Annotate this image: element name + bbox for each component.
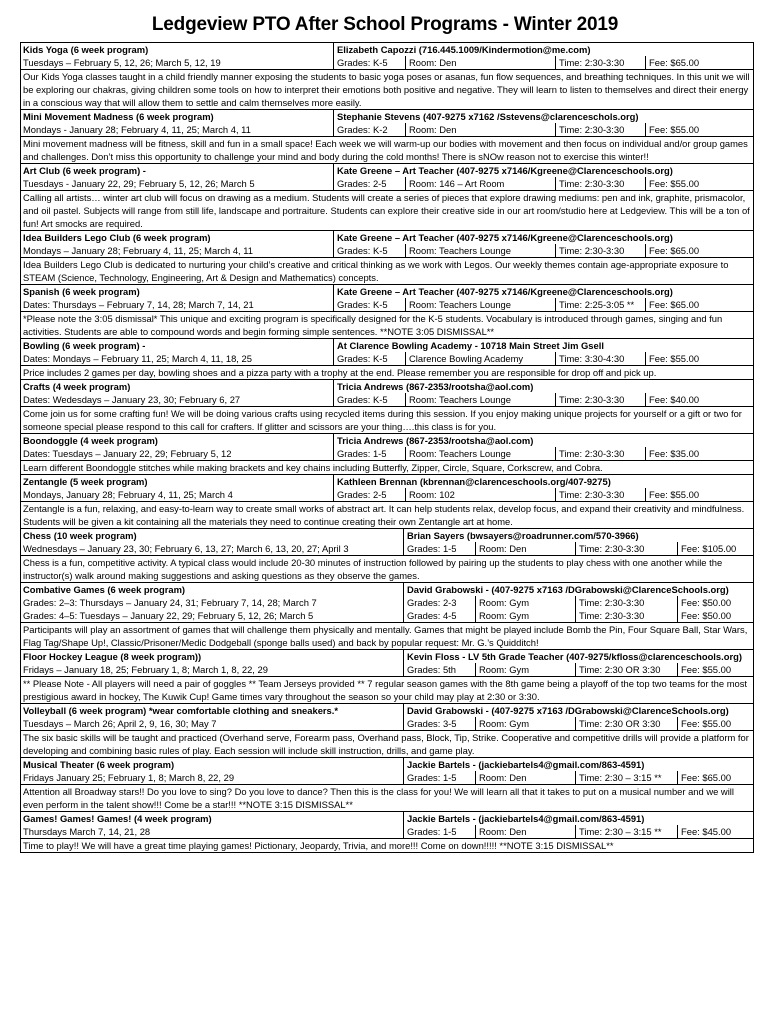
program-fee: Fee: $65.00	[677, 771, 731, 784]
program-time: Time: 2:25-3:05 **	[555, 298, 645, 311]
program-room: Clarence Bowling Academy	[405, 352, 555, 365]
program-description: Price includes 2 games per day, bowling shoes and a pizza party with a trophy at the end. Please remember you are responsible for drop off and pick up.	[21, 365, 753, 379]
program-time: Time: 2:30 – 3:15 **	[575, 771, 677, 784]
program-dates: Fridays – January 18, 25; February 1, 8; March 1, 8, 22, 29	[23, 664, 268, 675]
program-name: Mini Movement Madness (6 week program)	[23, 111, 214, 122]
program-grades: Grades: 3-5	[407, 718, 457, 729]
program-contact: Tricia Andrews (867-2353/rootsha@aol.com)	[333, 380, 753, 393]
program-info-row	[21, 177, 753, 190]
program-description: Come join us for some crafting fun! We will be doing various crafts using recycled items during this session. If you enjoy making unique projects for yourself or a gift or two for someone special please respond to this call for crafters. If glitter and scissors are your thing….this class is for you.	[21, 406, 753, 433]
program-room: Room: 146 – Art Room	[405, 177, 555, 190]
program-dates: Grades: 2–3: Thursdays – January 24, 31; February 7, 14, 28; March 7	[23, 597, 317, 608]
program-info-row	[21, 609, 753, 622]
program-info-row	[21, 488, 753, 501]
program-fee: Fee: $35.00	[645, 447, 699, 460]
program-dates: Tuesdays - January 22, 29; February 5, 12, 26; March 5	[23, 178, 255, 189]
program-details	[403, 717, 753, 730]
program-room: Room: Teachers Lounge	[405, 393, 555, 406]
program-room: Room: Gym	[475, 596, 575, 609]
program-header-row	[21, 231, 753, 244]
program-details	[333, 177, 753, 190]
program-dates: Mondays - January 28; February 4, 11, 25; March 4, 11	[23, 124, 251, 135]
program-header-row	[21, 812, 753, 825]
program-fee: Fee: $55.00	[645, 488, 699, 501]
program-contact: At Clarence Bowling Academy - 10718 Main Street Jim Gsell	[333, 339, 753, 352]
program-grades: Grades: 2-5	[337, 489, 387, 500]
program-details	[403, 663, 753, 676]
program-name: Spanish (6 week program)	[23, 286, 140, 297]
program-header-row	[21, 43, 753, 56]
program-details	[403, 609, 753, 622]
program-room: Room: Teachers Lounge	[405, 447, 555, 460]
program-contact: Kate Greene – Art Teacher (407-9275 x7146/Kgreene@Clarenceschools.org)	[333, 164, 753, 177]
program-time: Time: 2:30-3:30	[555, 393, 645, 406]
program-description: Calling all artists… winter art club will focus on drawing as a medium. Students will create a series of pieces that explore drawing mediums: pen and ink, graphite, prismacolor, and oil pastel. Subjects will range from still life, landscape and portraiture. Students can explore their creative side in our art room/studio here at Ledgeview. This will be a ton of fun! Art smocks are required.	[21, 190, 753, 230]
program-fee: Fee: $55.00	[645, 352, 699, 365]
program-block	[21, 43, 753, 110]
program-block	[21, 529, 753, 583]
program-details	[403, 771, 753, 784]
program-grades: Grades: 4-5	[407, 610, 457, 621]
program-header-row	[21, 650, 753, 663]
program-dates: Mondays – January 28; February 4, 11, 25; March 4, 11	[23, 245, 253, 256]
program-time: Time: 2:30 OR 3:30	[575, 663, 677, 676]
program-time: Time: 2:30-3:30	[575, 609, 677, 622]
program-time: Time: 2:30-3:30	[555, 56, 645, 69]
program-details	[333, 298, 753, 311]
program-dates: Tuesdays – February 5, 12, 26; March 5, 12, 19	[23, 57, 221, 68]
program-time: Time: 2:30 – 3:15 **	[575, 825, 677, 838]
program-time: Time: 2:30-3:30	[575, 596, 677, 609]
program-time: Time: 2:30-3:30	[555, 123, 645, 136]
program-block	[21, 475, 753, 529]
program-info-row	[21, 825, 753, 838]
program-header-row	[21, 704, 753, 717]
program-dates: Dates: Tuesdays – January 22, 29; February 5, 12	[23, 448, 232, 459]
program-description: The six basic skills will be taught and practiced (Overhand serve, Forearm pass, Overhand pass, Block, Tip, Strike. Cooperative and competitive drills will provide a platform for developing and combining basic rules of play. Each session will include skill instruction, drills, and game play.	[21, 730, 753, 757]
program-info-row	[21, 393, 753, 406]
program-fee: Fee: $65.00	[645, 244, 699, 257]
program-dates: Dates: Mondays – February 11, 25; March 4, 11, 18, 25	[23, 353, 252, 364]
program-header-row	[21, 380, 753, 393]
program-list	[20, 42, 754, 853]
program-dates: Wednesdays – January 23, 30; February 6, 13, 27; March 6, 13, 20, 27; April 3	[23, 543, 349, 554]
program-header-row	[21, 110, 753, 123]
program-fee: Fee: $55.00	[677, 717, 731, 730]
program-name: Bowling (6 week program) -	[23, 340, 146, 351]
program-fee: Fee: $50.00	[677, 609, 731, 622]
program-name: Crafts (4 week program)	[23, 381, 131, 392]
program-contact: Tricia Andrews (867-2353/rootsha@aol.com)	[333, 434, 753, 447]
program-header-row	[21, 583, 753, 596]
program-contact: Brian Sayers (bwsayers@roadrunner.com/570-3966)	[403, 529, 753, 542]
program-info-row	[21, 123, 753, 136]
program-room: Room: Den	[475, 825, 575, 838]
program-info-row	[21, 542, 753, 555]
program-grades: Grades: K-5	[337, 394, 388, 405]
program-time: Time: 3:30-4:30	[555, 352, 645, 365]
program-grades: Grades: 1-5	[407, 772, 457, 783]
program-name: Idea Builders Lego Club (6 week program)	[23, 232, 211, 243]
program-header-row	[21, 434, 753, 447]
program-description: Participants will play an assortment of games that will challenge them physically and mentally. Games that might be played include Bomb the Pin, Four Square Ball, Star Wars, Flag Tag/Shape Up!, Classic/Prisoner/Medic Dodgeball (sponge balls used) and back by popular request: Mr. G.’s Quidditch!	[21, 622, 753, 649]
program-grades: Grades: K-5	[337, 245, 388, 256]
program-name: Art Club (6 week program) -	[23, 165, 146, 176]
program-room: Room: Den	[405, 123, 555, 136]
program-block	[21, 758, 753, 812]
program-block	[21, 164, 753, 231]
program-fee: Fee: $55.00	[645, 177, 699, 190]
program-description: *Please note the 3:05 dismissal* This unique and exciting program is specifically designed for the K-5 students. Vocabulary is introduced through games, singing and fun activities. Students are able to compound words and begin forming simple sentences. **NOTE 3:05 DISMISSAL**	[21, 311, 753, 338]
program-info-row	[21, 298, 753, 311]
program-name: Volleyball (6 week program) *wear comfortable clothing and sneakers.*	[23, 705, 339, 716]
program-header-row	[21, 164, 753, 177]
program-grades: Grades: K-2	[337, 124, 388, 135]
program-name: Boondoggle (4 week program)	[23, 435, 158, 446]
program-info-row	[21, 663, 753, 676]
program-room: Room: Gym	[475, 717, 575, 730]
program-description: Learn different Boondoggle stitches while making brackets and key chains including Butterfly, Zipper, Circle, Square, Corkscrew, and Cobra.	[21, 460, 753, 474]
program-description: Idea Builders Lego Club is dedicated to nurturing your child’s creative and critical thinking as we work with Legos. Our weekly themes contain age-appropriate exposure to STEAM (Science, Technology, Engineering, Art & Design and Mathematics) concepts.	[21, 257, 753, 284]
program-contact: Stephanie Stevens (407-9275 x7162 /Sstevens@clarenceschols.org)	[333, 110, 753, 123]
program-grades: Grades: K-5	[337, 353, 388, 364]
program-dates: Fridays January 25; February 1, 8; March 8, 22, 29	[23, 772, 235, 783]
program-header-row	[21, 529, 753, 542]
program-fee: Fee: $65.00	[645, 298, 699, 311]
program-description: Mini movement madness will be fitness, skill and fun in a small space! Each week we will warm-up our bodies with movement and then focus on individual and/or group games and challenges. Don’t miss this opportunity to challenge your mind and body during the cold months! There is sNOw reason not to exercise this winter!!	[21, 136, 753, 163]
program-time: Time: 2:30-3:30	[575, 542, 677, 555]
program-name: Musical Theater (6 week program)	[23, 759, 175, 770]
program-details	[333, 56, 753, 69]
program-details	[403, 596, 753, 609]
program-contact: Kevin Floss - LV 5th Grade Teacher (407-9275/kfloss@clarenceschools.org)	[403, 650, 753, 663]
program-name: Kids Yoga (6 week program)	[23, 44, 149, 55]
program-contact: Jackie Bartels - (jackiebartels4@gmail.com/863-4591)	[403, 758, 753, 771]
program-room: Room: Den	[475, 771, 575, 784]
program-name: Games! Games! Games! (4 week program)	[23, 813, 212, 824]
program-fee: Fee: $55.00	[677, 663, 731, 676]
program-room: Room: Teachers Lounge	[405, 298, 555, 311]
program-header-row	[21, 758, 753, 771]
program-time: Time: 2:30-3:30	[555, 244, 645, 257]
program-grades: Grades: 2-3	[407, 597, 457, 608]
program-info-row	[21, 596, 753, 609]
program-dates: Tuesdays – March 26; April 2, 9, 16, 30; May 7	[23, 718, 217, 729]
program-details	[333, 352, 753, 365]
program-block	[21, 339, 753, 380]
program-dates: Thursdays March 7, 14, 21, 28	[23, 826, 151, 837]
program-description: ** Please Note - All players will need a pair of goggles ** Team Jerseys provided ** 7 regular season games with the 8th game being a playoff of the top two teams for the most prestigious award in hockey, The Kuwik Cup! Game times vary throughout the season so your child may play at 2:30 or 3:30.	[21, 676, 753, 703]
program-fee: Fee: $105.00	[677, 542, 736, 555]
program-contact: Kate Greene – Art Teacher (407-9275 x7146/Kgreene@Clarenceschools.org)	[333, 231, 753, 244]
program-details	[403, 542, 753, 555]
program-time: Time: 2:30-3:30	[555, 488, 645, 501]
program-contact: Jackie Bartels - (jackiebartels4@gmail.com/863-4591)	[403, 812, 753, 825]
program-fee: Fee: $45.00	[677, 825, 731, 838]
program-name: Combative Games (6 week program)	[23, 584, 186, 595]
program-contact: Elizabeth Capozzi (716.445.1009/Kindermotion@me.com)	[333, 43, 753, 56]
program-info-row	[21, 56, 753, 69]
program-description: Chess is a fun, competitive activity. A typical class would include 20-30 minutes of instruction followed by pairing up the students to play chess with one another while the instructor(s) walk around making suggestions and asking questions as they observe the games.	[21, 555, 753, 582]
program-grades: Grades: K-5	[337, 57, 388, 68]
program-header-row	[21, 339, 753, 352]
program-block	[21, 812, 753, 853]
program-dates: Dates: Wedesdays – January 23, 30; February 6, 27	[23, 394, 241, 405]
program-grades: Grades: K-5	[337, 299, 388, 310]
program-info-row	[21, 352, 753, 365]
program-time: Time: 2:30-3:30	[555, 177, 645, 190]
program-fee: Fee: $65.00	[645, 56, 699, 69]
program-dates: Dates: Thursdays – February 7, 14, 28; March 7, 14, 21	[23, 299, 254, 310]
program-block	[21, 285, 753, 339]
program-info-row	[21, 717, 753, 730]
program-description: Attention all Broadway stars!! Do you love to sing? Do you love to dance? Then this is the class for you! We will learn all that it takes to put on a musical number and we will even perform in the talent show!!! Come be a star!!! **NOTE 3:15 DISMISSAL**	[21, 784, 753, 811]
program-details	[333, 447, 753, 460]
program-details	[333, 393, 753, 406]
program-details	[403, 825, 753, 838]
program-info-row	[21, 244, 753, 257]
program-name: Chess (10 week program)	[23, 530, 137, 541]
program-room: Room: Teachers Lounge	[405, 244, 555, 257]
program-description: Our Kids Yoga classes taught in a child friendly manner exposing the students to basic yoga poses or asanas, fun flow sequences, and breathing techniques. In this unit we will be exploring our chakras, giving children some tools on how to interpret their emotions both positive and negative. They will learn to listen to themselves and direct their energy in a conscious way that will allow them to settle and calm themselves more easily.	[21, 69, 753, 109]
program-contact: Kate Greene – Art Teacher (407-9275 x7146/Kgreene@Clarenceschools.org)	[333, 285, 753, 298]
program-header-row	[21, 475, 753, 488]
program-block	[21, 380, 753, 434]
program-room: Room: 102	[405, 488, 555, 501]
program-details	[333, 123, 753, 136]
program-room: Room: Den	[475, 542, 575, 555]
program-name: Zentangle (5 week program)	[23, 476, 148, 487]
program-grades: Grades: 5th	[407, 664, 456, 675]
page-title: Ledgeview PTO After School Programs - Winter 2019	[151, 14, 619, 35]
program-time: Time: 2:30 OR 3:30	[575, 717, 677, 730]
program-fee: Fee: $50.00	[677, 596, 731, 609]
program-grades: Grades: 1-5	[407, 826, 457, 837]
program-contact: David Grabowski - (407-9275 x7163 /DGrabowski@ClarenceSchools.org)	[403, 583, 753, 596]
program-block	[21, 434, 753, 475]
program-room: Room: Gym	[475, 609, 575, 622]
program-block	[21, 231, 753, 285]
program-grades: Grades: 2-5	[337, 178, 387, 189]
program-contact: Kathleen Brennan (kbrennan@clarenceschools.org/407-9275)	[333, 475, 753, 488]
program-name: Floor Hockey League (8 week program))	[23, 651, 202, 662]
program-description: Time to play!! We will have a great time playing games! Pictionary, Jeopardy, Trivia, and more!!! Come on down!!!!! **NOTE 3:15 DISMISSAL**	[21, 838, 753, 852]
program-dates: Grades: 4–5: Tuesdays – January 22, 29; February 5, 12, 26; March 5	[23, 610, 314, 621]
program-block	[21, 704, 753, 758]
program-header-row	[21, 285, 753, 298]
program-fee: Fee: $55.00	[645, 123, 699, 136]
program-dates: Mondays, January 28; February 4, 11, 25; March 4	[23, 489, 233, 500]
program-block	[21, 650, 753, 704]
program-description: Zentangle is a fun, relaxing, and easy-to-learn way to create small works of abstract art. It can help students relax, develop focus, and expand their creativity and mindfulness. Students will be given a kit containing all the materials they need to continue creating their own Zentangle art at home.	[21, 501, 753, 528]
program-info-row	[21, 771, 753, 784]
program-contact: David Grabowski - (407-9275 x7163 /DGrabowski@ClarenceSchools.org)	[403, 704, 753, 717]
program-info-row	[21, 447, 753, 460]
program-grades: Grades: 1-5	[407, 543, 457, 554]
program-room: Room: Den	[405, 56, 555, 69]
program-block	[21, 583, 753, 650]
program-grades: Grades: 1-5	[337, 448, 387, 459]
program-time: Time: 2:30-3:30	[555, 447, 645, 460]
program-block	[21, 110, 753, 164]
program-room: Room: Gym	[475, 663, 575, 676]
program-details	[333, 488, 753, 501]
program-details	[333, 244, 753, 257]
program-fee: Fee: $40.00	[645, 393, 699, 406]
